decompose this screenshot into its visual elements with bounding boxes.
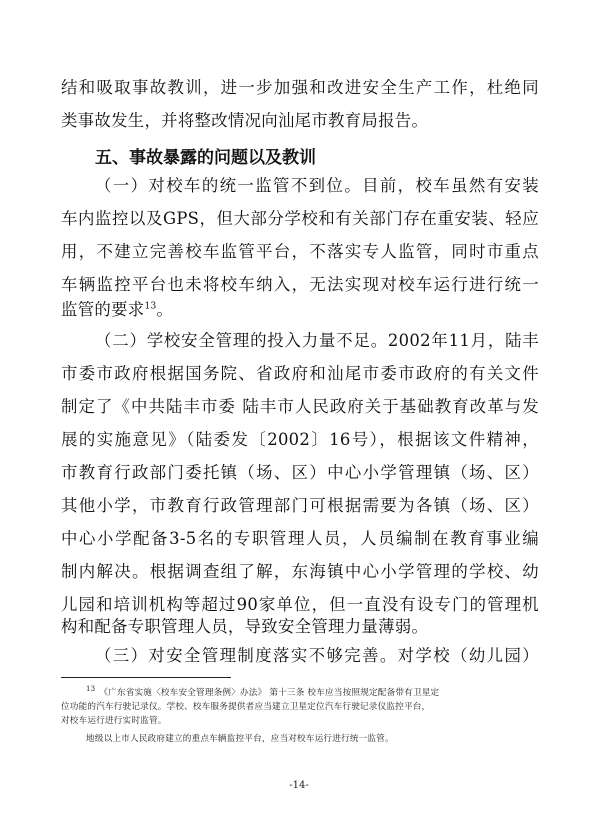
body-line-13: 其他小学，市教育行政管理部门可根据需要为各镇（场、区） [61,496,539,515]
section-heading: 五、事故暴露的问题以及教训 [95,148,316,168]
body-line-7-end: 。 [156,300,174,319]
body-line-14: 中心小学配备3-5名的专职管理人员，人员编制在教育事业编 [61,529,539,548]
footnote-line-2: 位功能的汽车行驶记录仪。学校、校车服务提供者应当建立卫星定位汽车行驶记录仪监控平台， [61,702,431,712]
footnote-line-3: 对校车运行进行实时监管。 [61,716,167,726]
body-line-7 [61,300,539,320]
body-line-1: 结和吸取事故教训，进一步加强和改进安全生产工作，杜绝同 [61,78,539,97]
footnote-marker: 13 [86,685,96,694]
body-line-9: 市委市政府根据国务院、省政府和汕尾市委市政府的有关文件 [61,364,539,383]
body-line-18: （三）对安全管理制度落实不够完善。对学校（幼儿园） [95,646,539,665]
footnote-ref: 13 [144,301,157,312]
body-line-10: 制定了《中共陆丰市委 陆丰市人民政府关于基础教育改革与发 [61,397,539,416]
body-line-15: 制内解决。根据调查组了解，东海镇中心小学管理的学校、幼 [61,562,539,581]
body-line-16: 儿园和培训机构等超过90家单位，但一直没有设专门的管理机 [61,595,539,614]
body-line-6: 车辆监控平台也未将校车纳入，无法实现对校车运行进行统一 [61,275,539,294]
body-line-4: 车内监控以及GPS，但大部分学校和有关部门存在重安装、轻应 [61,209,539,228]
body-line-12: 市教育行政部门委托镇（场、区）中心小学管理镇（场、区） [61,463,539,482]
body-line-3: （一）对校车的统一监管不到位。目前，校车虽然有安装 [95,176,539,195]
footnote-divider [61,677,231,678]
body-line-17: 构和配备专职管理人员，导致安全管理力量薄弱。 [61,617,429,636]
page-number: -14- [289,780,309,791]
footnote-line-4: 地级以上市人民政府建立的重点车辆监控平台，应当对校车运行进行统一监管。 [86,734,394,744]
body-line-7-text: 监管的要求 [61,300,145,319]
body-line-2: 类事故发生，并将整改情况向汕尾市教育局报告。 [61,111,429,130]
footnote-line-1 [86,686,564,700]
body-line-11: 展的实施意见》（陆委发〔2002〕16号），根据该文件精神， [61,430,539,449]
footnote-line-1-text: 《广东省实施〈校车安全管理条例〉办法》 第十三条 校车应当按照规定配备带有卫星定 [99,688,440,698]
body-line-8: （二）学校安全管理的投入力量不足。2002年11月，陆丰 [95,331,539,350]
body-line-5: 用，不建立完善校车监管平台，不落实专人监管，同时市重点 [61,242,539,261]
